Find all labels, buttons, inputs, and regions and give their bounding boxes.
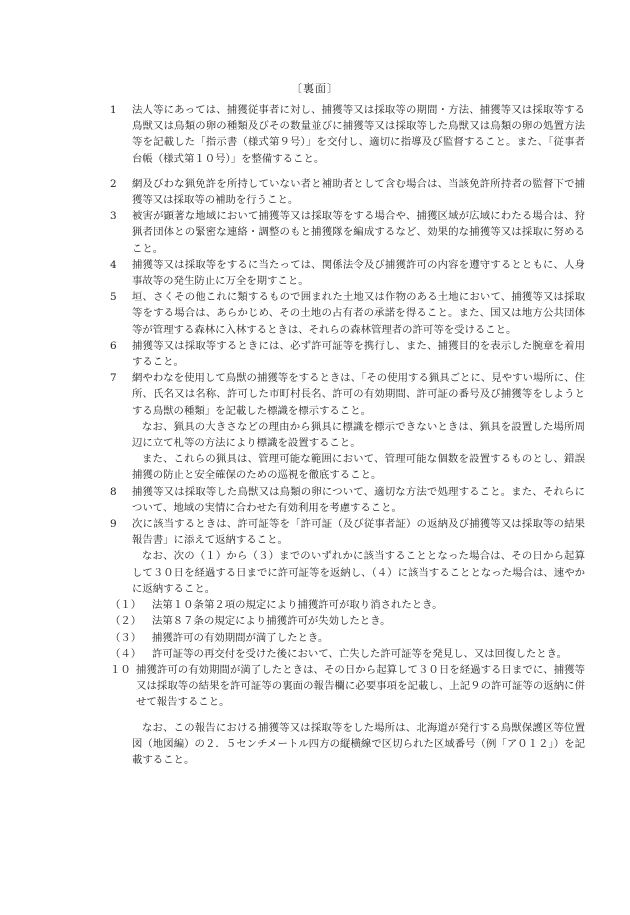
- clause-text: 網及びわな猟免許を所持していない者と補助者として含む場合は、当該免許所持者の監督下で捕獲等又は採取等の補助を行うこと。: [132, 177, 585, 207]
- document-body: [110, 102, 585, 768]
- subclause-number: （４）: [110, 647, 142, 660]
- subclause-text: 法第１０条第２項の規定により捕獲許可が取り消されたとき。: [152, 599, 443, 612]
- clause-number: 7: [110, 372, 117, 385]
- clause-number: 6: [110, 339, 117, 352]
- clause-2: [110, 176, 585, 208]
- clause-1: [110, 102, 585, 167]
- subclause-text: 法第８７条の規定により捕獲許可が失効したとき。: [152, 615, 391, 628]
- clause-7-note-1: なお、猟具の大きさなどの理由から猟具に標識を標示できないときは、猟具を設置した場所周辺に立て札等の方法により標識を設置すること。: [132, 420, 585, 450]
- clause-text: 垣、さくその他これに類するもので囲まれた土地又は作物のある土地において、捕獲等又は採取等をする場合は、あらかじめ、その土地の占有者の承諾を得ること。また、国又は地方公共団体等が管理する森林に入林するときは、それらの森林管理者の許可等を受けること。: [132, 291, 585, 336]
- clause-text: 捕獲許可の有効期間が満了したときは、その日から起算して３０日を経過する日までに、捕獲等又は採取等の結果を許可証等の裏面の報告欄に必要事項を記載し、上記９の許可証等の返納に併せて報告すること。: [136, 663, 585, 709]
- clause-text: 次に該当するときは、許可証等を「許可証（及び従事者証）の返納及び捕獲等又は採取等の結果報告書」に添えて返納すること。: [132, 518, 585, 547]
- clause-7-note-2: また、これらの猟具は、管理可能な範囲において、管理可能な個数を設置するものとし、錯誤捕獲の防止と安全確保のための巡視を徹底すること。: [132, 453, 585, 482]
- clause-text: 法人等にあっては、捕獲従事者に対し、捕獲等又は採取等の期間・方法、捕獲等又は採取等する鳥獣又は鳥類の卵の種類及びその数量並びに捕獲等又は採取等した鳥獣又は鳥類の卵の処置方法等を記載した「指示書（様式第９号）」を交付し、適切に指導及び監督すること。また、「従事者台帳（様式第１０号）」を整備すること。: [132, 104, 585, 165]
- clause-text: 捕獲等又は採取等をするに当たっては、関係法令及び捕獲許可の内容を遵守するとともに、人身事故等の発生防止に万全を期すこと。: [132, 258, 585, 288]
- clause-number: 8: [110, 485, 117, 498]
- clause-text: 被害が顕著な地域において捕獲等又は採取等をする場合や、捕獲区域が広域にわたる場合は、狩猟者団体との緊密な連絡・調整のもと捕獲隊を編成するなど、効果的な捕獲等又は採取に努めること。: [132, 210, 585, 255]
- clause-8: [110, 484, 585, 516]
- clause-9: [110, 516, 585, 548]
- clause-5: [110, 289, 585, 338]
- subclause-text: 許可証等の再交付を受けた後において、亡失した許可証等を発見し、又は回復したとき。: [152, 647, 567, 660]
- subclause-1: [110, 597, 585, 613]
- subclause-3: [110, 630, 585, 646]
- clause-text: 捕獲等又は採取等するときには、必ず許可証等を携行し、また、捕獲目的を表示した腕章を着用すること。: [132, 339, 585, 369]
- clause-number: 3: [110, 210, 117, 223]
- subclause-4: [110, 646, 585, 662]
- page-title: 〔裏面〕: [291, 82, 339, 95]
- clause-number: １０: [110, 663, 131, 676]
- clause-number: 1: [110, 104, 117, 116]
- clause-text: 捕獲等又は採取等した鳥獣又は鳥類の卵について、適切な方法で処理すること。また、それらについて、地域の実情に合わせた有効利用を考慮すること。: [132, 485, 585, 514]
- subclause-number: （３）: [110, 631, 142, 644]
- subclause-text: 捕獲許可の有効期間が満了したとき。: [152, 631, 329, 644]
- clause-number: 4: [110, 258, 117, 271]
- subclause-2: [110, 613, 585, 629]
- subclause-number: （２）: [110, 615, 142, 628]
- clause-4: [110, 257, 585, 289]
- clause-6: [110, 338, 585, 370]
- subclause-number: （１）: [110, 599, 142, 612]
- clause-number: 2: [110, 177, 117, 190]
- clause-9-note: なお、次の（１）から（３）までのいずれかに該当することとなった場合は、その日から起算して３０日を経過する日までに許可証等を返納し、（４）に該当することとなった場合は、速やかに返納すること。: [132, 550, 585, 595]
- clause-7: [110, 370, 585, 419]
- clause-number: 9: [110, 518, 117, 531]
- closing-note: なお、この報告における捕獲等又は採取等をした場所は、北海道が発行する鳥獣保護区等位置図（地図編）の２．５センチメートル四方の縦横線で区切られた区域番号（例「ア０１２」）を記載すること。: [132, 721, 585, 766]
- clause-10: [110, 662, 585, 711]
- clause-number: 5: [110, 291, 117, 304]
- clause-3: [110, 208, 585, 257]
- clause-text: 網やわなを使用して鳥獣の捕獲等をするときは、「その使用する猟具ごとに、見やすい場所に、住所、氏名又は名称、許可した市町村長名、許可の有効期間、許可証の番号及び捕獲等をしようとする鳥獣の種類」を記載した標識を標示すること。: [132, 372, 585, 417]
